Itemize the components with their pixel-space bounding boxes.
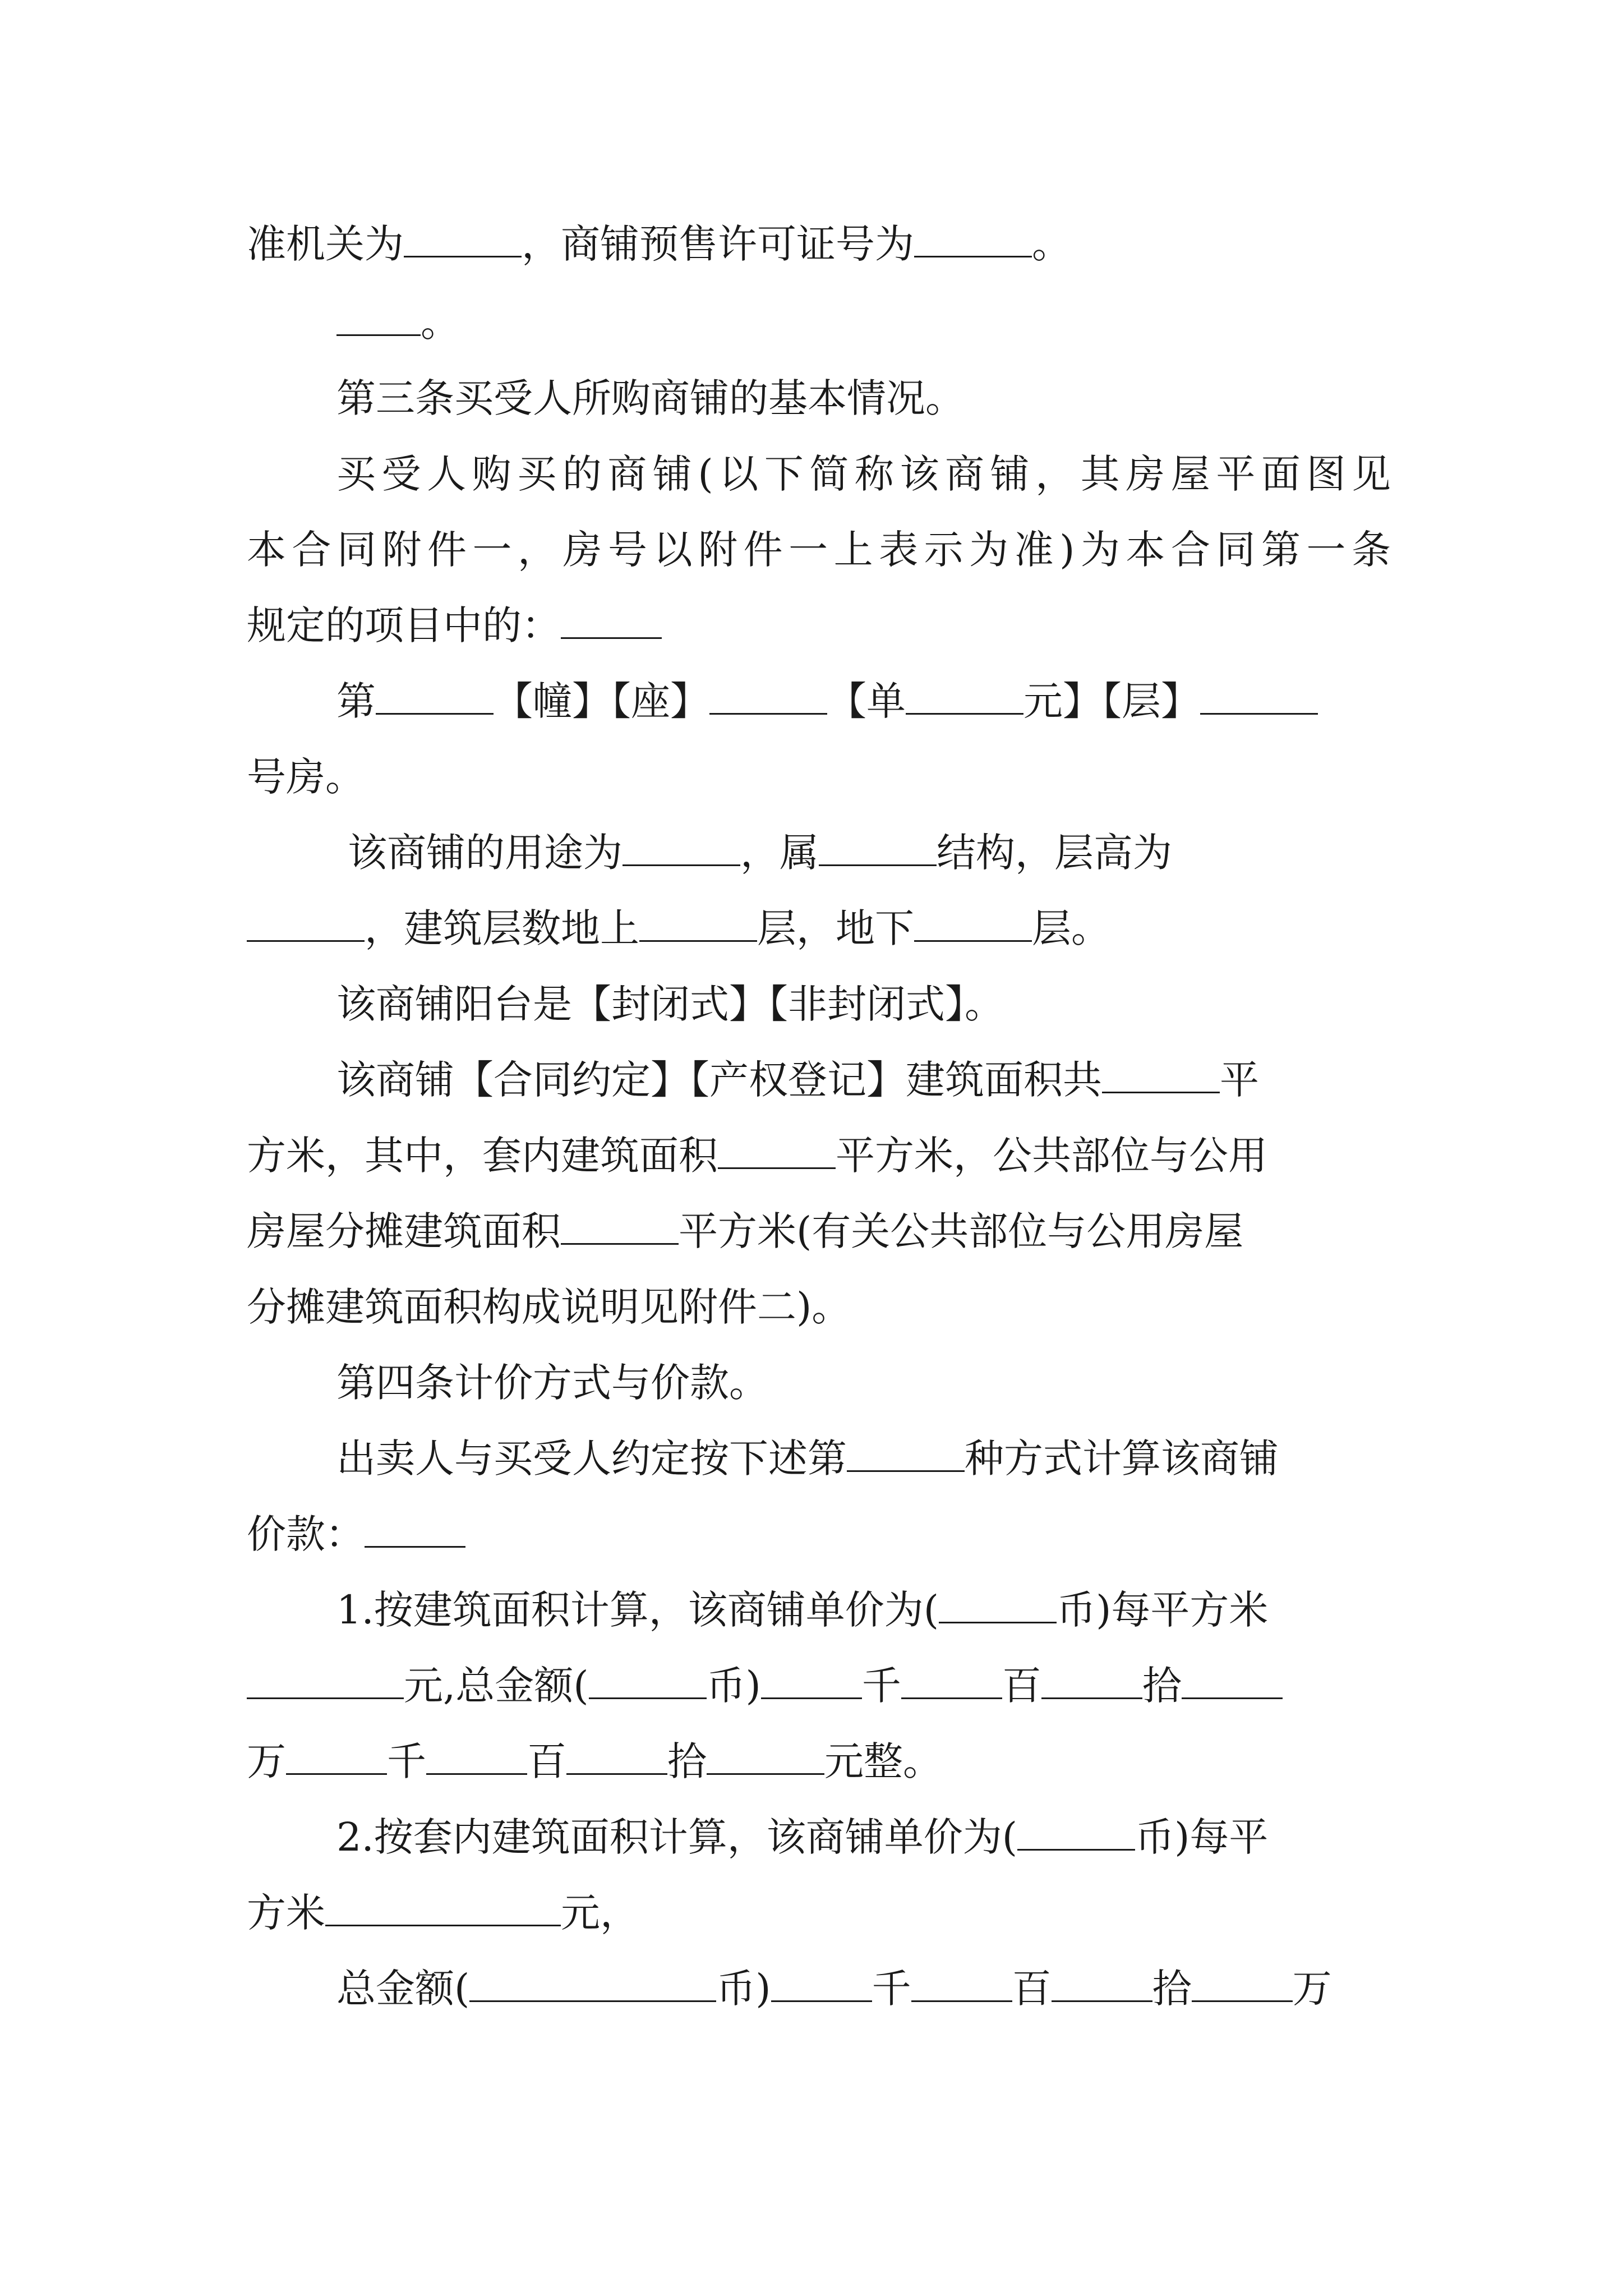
text-segment: 该商铺阳台是【封闭式】【非封闭式】。 [336, 981, 1004, 1027]
text-segment: 【单 [827, 678, 906, 724]
text-segment: 准机关为 [247, 221, 404, 267]
fill-blank [1052, 1961, 1152, 2002]
fill-blank [707, 1734, 824, 1775]
text-segment: 出卖人与买受人约定按下述第 [336, 1435, 847, 1481]
text-line-1 [247, 213, 1391, 275]
text-segment: ，商铺预售许可证号为 [522, 221, 914, 267]
text-segment: 房屋分摊建筑面积 [247, 1208, 561, 1254]
text-segment: 币)每平 [1135, 1814, 1269, 1860]
fill-blank [365, 1507, 465, 1548]
fill-blank [623, 825, 740, 866]
article-4-heading [336, 1352, 1391, 1414]
text-segment: 总金额( [336, 1966, 470, 2012]
text-segment: 万 [247, 1738, 286, 1784]
text-segment: 该商铺的用途为 [348, 830, 623, 876]
text-line-17 [336, 1428, 1391, 1489]
text-segment: 元】【层】 [1023, 678, 1200, 724]
fill-blank [376, 674, 494, 715]
fill-blank [1017, 1810, 1135, 1851]
text-segment: 千 [387, 1738, 426, 1784]
text-segment: 百 [527, 1738, 566, 1784]
text-line-24 [336, 1958, 1391, 2019]
fill-blank [469, 1961, 716, 2002]
text-segment: 拾 [1142, 1663, 1182, 1709]
fill-blank [566, 1734, 667, 1775]
text-segment: 平 [1220, 1057, 1259, 1103]
fill-blank [404, 217, 522, 257]
text-segment: 结构，层高为 [937, 830, 1172, 876]
text-segment: 元,总金额( [404, 1663, 589, 1709]
fill-blank [589, 1658, 707, 1699]
fill-blank [247, 1658, 404, 1699]
text-segment: 层，地下 [757, 905, 914, 951]
text-line-23 [247, 1882, 1391, 1944]
text-segment: 元整。 [824, 1738, 942, 1784]
text-line-15 [247, 1276, 1391, 1338]
text-segment: 币) [716, 1966, 771, 2012]
text-line-11 [336, 973, 1391, 1035]
fill-blank [939, 1582, 1057, 1623]
text-segment: 币)每平方米 [1057, 1587, 1269, 1633]
fill-blank [247, 901, 365, 942]
text-segment: 买受人购买的商铺(以下简称该商铺，其房屋平面图见 [336, 451, 1391, 497]
fill-blank [709, 674, 827, 715]
text-segment: ，建筑层数地上 [365, 905, 639, 951]
text-segment: 种方式计算该商铺 [965, 1435, 1279, 1481]
text-line-8 [247, 746, 1391, 808]
text-segment: 规定的项目中的： [247, 602, 561, 648]
fill-blank [761, 1658, 862, 1699]
text-segment: 该商铺【合同约定】【产权登记】建筑面积共 [336, 1057, 1102, 1103]
text-segment: 方米，其中，套内建筑面积 [247, 1133, 718, 1179]
fill-blank [847, 1431, 965, 1472]
text-segment: 号房。 [247, 754, 365, 800]
text-line-9 [348, 822, 1402, 884]
fill-blank [911, 1961, 1012, 2002]
text-segment: 第 [336, 678, 376, 724]
text-segment: 币) [706, 1663, 761, 1709]
fill-blank [336, 295, 421, 336]
fill-blank [639, 901, 757, 942]
text-segment: 千 [861, 1663, 901, 1709]
text-segment: 1.按建筑面积计算，该商铺单价为( [336, 1587, 939, 1633]
text-line-20 [247, 1655, 1391, 1717]
text-segment: 百 [1012, 1966, 1052, 2012]
fill-blank [1182, 1658, 1283, 1699]
text-line-5 [247, 519, 1391, 581]
fill-blank [561, 1204, 679, 1245]
text-line-12 [336, 1049, 1391, 1111]
text-line-14 [247, 1200, 1391, 1262]
text-segment: 元， [561, 1890, 639, 1936]
fill-blank [718, 1128, 836, 1169]
fill-blank [325, 1885, 561, 1926]
text-segment: 拾 [667, 1738, 707, 1784]
text-line-19 [336, 1579, 1391, 1641]
fill-blank [1200, 674, 1318, 715]
fill-blank [1102, 1052, 1220, 1093]
text-segment: 第三条买受人所购商铺的基本情况。 [336, 375, 965, 421]
text-segment: 价款： [247, 1511, 365, 1557]
text-segment: 2.按套内建筑面积计算，该商铺单价为( [336, 1814, 1018, 1860]
text-segment: 方米 [247, 1890, 325, 1936]
text-segment: 分摊建筑面积构成说明见附件二)。 [247, 1284, 851, 1330]
fill-blank [426, 1734, 527, 1775]
text-segment: 平方米，公共部位与公用 [836, 1133, 1267, 1179]
text-segment: ，属 [740, 830, 819, 876]
text-line-18 [247, 1503, 1391, 1565]
fill-blank [901, 1658, 1002, 1699]
fill-blank [771, 1961, 872, 2002]
fill-blank [819, 825, 937, 866]
fill-blank [561, 598, 662, 639]
fill-blank [1192, 1961, 1293, 2002]
text-line-22 [336, 1806, 1391, 1868]
text-segment: 。 [1032, 221, 1071, 267]
text-segment: 万 [1292, 1966, 1332, 2012]
text-segment: 百 [1002, 1663, 1041, 1709]
text-line-7 [336, 670, 1391, 732]
text-line-2 [336, 292, 1391, 353]
text-line-13 [247, 1125, 1391, 1186]
text-segment: 。 [421, 300, 460, 346]
fill-blank [286, 1734, 387, 1775]
fill-blank [1041, 1658, 1142, 1699]
text-segment: 千 [872, 1966, 911, 2012]
text-segment: 本合同附件一，房号以附件一上表示为准)为本合同第一条 [247, 527, 1391, 573]
text-line-10 [247, 898, 1391, 959]
text-line-4 [336, 443, 1391, 505]
text-segment: 第四条计价方式与价款。 [336, 1360, 768, 1406]
text-segment: 层。 [1032, 905, 1110, 951]
fill-blank [906, 674, 1023, 715]
article-3-heading [336, 367, 1391, 429]
text-line-21 [247, 1731, 1391, 1792]
text-segment: 平方米(有关公共部位与公用房屋 [679, 1208, 1244, 1254]
fill-blank [914, 217, 1032, 257]
fill-blank [914, 901, 1032, 942]
text-line-6 [247, 595, 1391, 656]
text-segment: 拾 [1152, 1966, 1192, 2012]
text-segment: 【幢】【座】 [494, 678, 709, 724]
